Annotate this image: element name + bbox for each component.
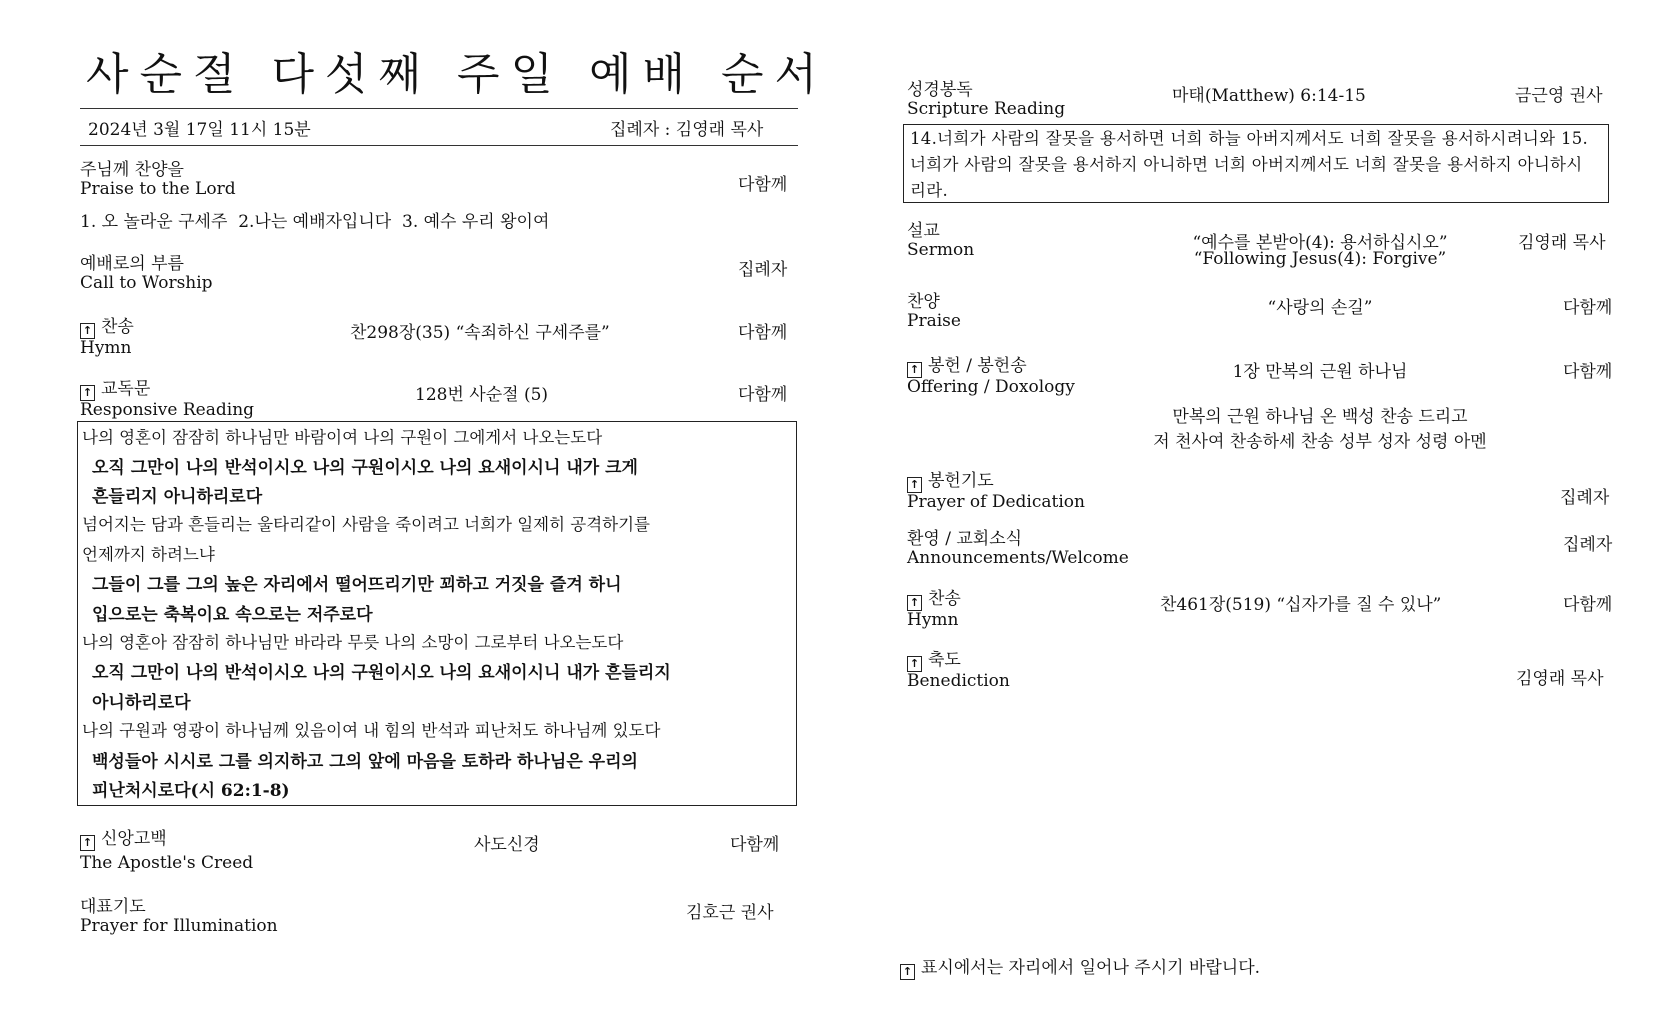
stand-icon: ↑ <box>907 362 922 378</box>
hymn2-section <box>907 590 961 630</box>
call-section <box>80 255 213 293</box>
announce-leader: 집례자 <box>1563 535 1613 555</box>
stand-icon: ↑ <box>80 323 95 339</box>
service-date: 2024년 3월 17일 11시 15분 <box>88 120 311 140</box>
responsive-number: 128번 사순절 (5) <box>415 385 549 405</box>
responsive-reading-box <box>77 421 797 806</box>
benediction-minister: 김영래 목사 <box>1516 669 1604 689</box>
doxology-lyric-1: 만복의 근원 하나님 온 백성 찬송 드리고 <box>1172 407 1468 427</box>
sermon-en: Sermon <box>907 240 975 260</box>
praise2-en: Praise <box>907 311 961 331</box>
reading-line: 오직 그만이 나의 반석이시오 나의 구원이시오 나의 요새이시니 내가 크게 <box>92 458 638 478</box>
hymn2-en: Hymn <box>907 610 959 630</box>
prayer-leader: 김호근 권사 <box>686 903 774 923</box>
dedication-en: Prayer of Dedication <box>907 492 1085 512</box>
hymn2-leader: 다함께 <box>1563 595 1613 615</box>
title-divider <box>80 108 798 109</box>
announce-en: Announcements/Welcome <box>907 548 1129 568</box>
responsive-ko: 교독문 <box>101 379 151 399</box>
creed-ko: 신앙고백 <box>101 829 167 849</box>
prayer-en: Prayer for Illumination <box>80 916 278 936</box>
creed-section <box>80 830 253 873</box>
offering-section <box>907 357 1075 397</box>
offering-en: Offering / Doxology <box>907 377 1075 397</box>
creed-name: 사도신경 <box>474 835 540 855</box>
hymn-en: Hymn <box>80 338 132 358</box>
scripture-reader: 금근영 권사 <box>1515 86 1603 106</box>
scripture-en: Scripture Reading <box>907 99 1066 119</box>
scripture-reference: 마태(Matthew) 6:14-15 <box>1172 86 1366 106</box>
praise-en: Praise to the Lord <box>80 179 236 199</box>
dedication-ko: 봉헌기도 <box>928 471 994 491</box>
reading-line: 언제까지 하려느냐 <box>82 545 215 564</box>
dedication-section <box>907 472 1085 512</box>
praise-songs: 1. 오 놀라운 구세주 2.나는 예배자입니다 3. 예수 우리 왕이여 <box>80 212 550 232</box>
hymn-ko: 찬송 <box>101 317 134 337</box>
call-ko: 예배로의 부름 <box>80 254 184 274</box>
stand-icon: ↑ <box>907 595 922 611</box>
benediction-section <box>907 651 1010 691</box>
footnote <box>900 953 1260 980</box>
creed-en: The Apostle's Creed <box>80 853 254 873</box>
praise2-title: “사랑의 손길” <box>1267 298 1373 318</box>
announce-section <box>907 530 1129 568</box>
announce-ko: 환영 / 교회소식 <box>907 529 1023 549</box>
reading-line: 나의 영혼이 잠잠히 하나님만 바람이여 나의 구원이 그에게서 나오는도다 <box>82 428 603 447</box>
hymn2-number: 찬461장(519) “십자가를 질 수 있나” <box>1160 595 1442 615</box>
stand-icon: ↑ <box>907 477 922 493</box>
responsive-section <box>80 380 254 420</box>
praise-section <box>80 161 236 199</box>
prayer-ko: 대표기도 <box>80 897 146 917</box>
date-divider <box>80 145 798 146</box>
creed-leader: 다함께 <box>730 835 780 855</box>
footnote-text: 표시에서는 자리에서 일어나 주시기 바랍니다. <box>921 958 1261 978</box>
hymn-leader: 다함께 <box>738 323 788 343</box>
praise-ko: 주님께 찬양을 <box>80 160 184 180</box>
sermon-title-ko: “예수를 본받아(4): 용서하십시오” <box>1192 233 1448 253</box>
stand-icon: ↑ <box>80 835 95 851</box>
sermon-ko: 설교 <box>907 221 940 241</box>
service-leader: 집례자 : 김영래 목사 <box>610 120 764 140</box>
benediction-en: Benediction <box>907 671 1010 691</box>
reading-line: 피난처시로다(시 62:1-8) <box>92 781 290 801</box>
praise2-ko: 찬양 <box>907 292 940 312</box>
benediction-ko: 축도 <box>928 650 961 670</box>
offering-hymn: 1장 만복의 근원 하나님 <box>1232 362 1408 382</box>
stand-icon: ↑ <box>80 385 95 401</box>
reading-line: 백성들아 시시로 그를 의지하고 그의 앞에 마음을 토하라 하나님은 우리의 <box>92 752 638 772</box>
offering-leader: 다함께 <box>1563 362 1613 382</box>
doxology-lyric-2: 저 천사여 찬송하세 찬송 성부 성자 성령 아멘 <box>1153 432 1487 452</box>
reading-line: 흔들리지 아니하리로다 <box>92 487 263 507</box>
call-en: Call to Worship <box>80 273 213 293</box>
sermon-preacher: 김영래 목사 <box>1518 233 1606 253</box>
reading-line: 아니하리로다 <box>92 693 191 713</box>
responsive-leader: 다함께 <box>738 385 788 405</box>
stand-icon: ↑ <box>900 964 915 980</box>
reading-line: 나의 구원과 영광이 하나님께 있음이여 내 힘의 반석과 피난처도 하나님께 있도다 <box>82 721 661 740</box>
praise2-section <box>907 293 961 331</box>
scripture-text-box: 14.너희가 사람의 잘못을 용서하면 너희 하늘 아버지께서도 너희 잘못을 용서하시려니와 15.너희가 사람의 잘못을 용서하지 아니하면 너희 아버지께서도 너희 잘못을 용서하지 아니하시리라. <box>903 124 1609 203</box>
stand-icon: ↑ <box>907 656 922 672</box>
sermon-section <box>907 222 974 260</box>
praise-leader: 다함께 <box>738 175 788 195</box>
reading-line: 그들이 그를 그의 높은 자리에서 떨어뜨리기만 꾀하고 거짓을 즐겨 하니 <box>92 575 622 595</box>
sermon-title-en: “Following Jesus(4): Forgive” <box>1193 249 1447 269</box>
prayer-section <box>80 898 278 936</box>
scripture-section <box>907 81 1065 119</box>
scripture-ko: 성경봉독 <box>907 80 973 100</box>
page-title: 사순절 다섯째 주일 예배 순서 <box>86 49 828 100</box>
reading-line: 입으로는 축복이요 속으로는 저주로다 <box>92 605 373 625</box>
call-leader: 집례자 <box>738 260 788 280</box>
hymn-section <box>80 318 134 358</box>
hymn-number: 찬298장(35) “속죄하신 구세주를” <box>350 323 610 343</box>
dedication-leader: 집례자 <box>1560 488 1610 508</box>
hymn2-ko: 찬송 <box>928 589 961 609</box>
offering-ko: 봉헌 / 봉헌송 <box>928 356 1027 376</box>
reading-line: 넘어지는 담과 흔들리는 울타리같이 사람을 죽이려고 너희가 일제히 공격하기를 <box>82 515 650 534</box>
reading-line: 오직 그만이 나의 반석이시오 나의 구원이시오 나의 요새이시니 내가 흔들리지 <box>92 663 671 683</box>
reading-line: 나의 영혼아 잠잠히 하나님만 바라라 무릇 나의 소망이 그로부터 나오는도다 <box>82 633 624 652</box>
responsive-en: Responsive Reading <box>80 400 255 420</box>
praise2-leader: 다함께 <box>1563 298 1613 318</box>
